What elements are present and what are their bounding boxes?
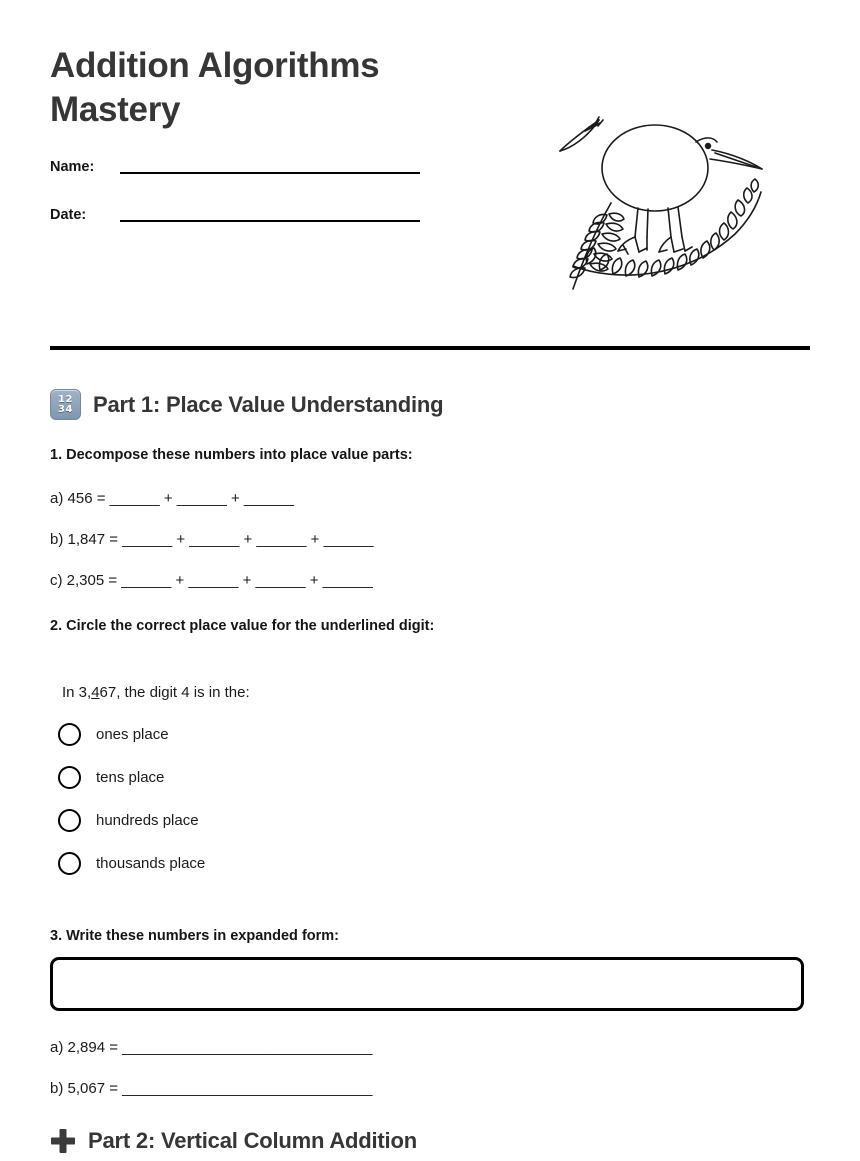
question-3-item-b[interactable]: b) 5,067 = ______________________________ (50, 1080, 373, 1097)
radio-circle-icon[interactable] (58, 766, 81, 789)
small-fern-icon (570, 203, 624, 289)
quill-leaf-icon (560, 117, 603, 151)
radio-circle-icon[interactable] (58, 723, 81, 746)
page-title-line-2: Mastery (50, 90, 181, 130)
section-heading-part-2 (50, 1128, 417, 1154)
choice-tens-place[interactable] (58, 765, 164, 789)
question-2-prompt: 2. Circle the correct place value for the underlined digit: (50, 618, 435, 634)
input-numbers-icon (50, 389, 81, 420)
question-1-item-c[interactable]: c) 2,305 = ______ + ______ + ______ + ______ (50, 572, 373, 589)
question-2-underlined-digit: 4 (91, 684, 100, 701)
date-input-line[interactable] (120, 220, 420, 222)
name-field-label: Name: (50, 158, 95, 175)
kiwi-bird-icon (602, 125, 762, 254)
radio-circle-icon[interactable] (58, 809, 81, 832)
question-1-prompt: 1. Decompose these numbers into place value parts: (50, 447, 413, 463)
question-2-stem-after: 67, the digit 4 is in the: (99, 684, 250, 701)
date-field-label: Date: (50, 206, 87, 223)
name-field-row (50, 150, 520, 176)
choice-label-thousands-place: thousands place (96, 854, 206, 872)
name-input-line[interactable] (120, 172, 420, 174)
plus-icon (50, 1128, 76, 1154)
choice-label-hundreds-place: hundreds place (96, 811, 199, 829)
question-2-stem-before: In 3, (62, 684, 92, 701)
question-3-item-a[interactable]: a) 2,894 = ______________________________ (50, 1039, 373, 1056)
input-numbers-icon-bottom: 34 (58, 403, 73, 415)
choice-label-ones-place: ones place (96, 725, 169, 743)
question-2-stem (62, 685, 250, 700)
section-title-part-2: Part 2: Vertical Column Addition (88, 1128, 417, 1153)
date-field-row (50, 198, 520, 224)
choice-label-tens-place: tens place (96, 768, 165, 786)
page-title-line-1: Addition Algorithms (50, 46, 380, 85)
worksheet-header (50, 44, 520, 224)
section-heading-part-1 (50, 389, 443, 420)
question-3-answer-box[interactable] (50, 957, 804, 1011)
choice-ones-place[interactable] (58, 722, 169, 746)
section-title-part-1: Part 1: Place Value Understanding (93, 391, 444, 417)
question-1-item-a[interactable]: a) 456 = ______ + ______ + ______ (50, 490, 294, 507)
radio-circle-icon[interactable] (58, 852, 81, 875)
header-divider (50, 346, 810, 350)
kiwi-bird-and-ferns-illustration (555, 104, 780, 299)
choice-thousands-place[interactable] (58, 851, 205, 875)
choice-hundreds-place[interactable] (58, 808, 199, 832)
question-3-prompt: 3. Write these numbers in expanded form: (50, 928, 339, 944)
question-1-item-b[interactable]: b) 1,847 = ______ + ______ + ______ + ______ (50, 531, 374, 548)
page-title (50, 44, 520, 132)
input-numbers-icon-top: 12 (58, 393, 73, 405)
